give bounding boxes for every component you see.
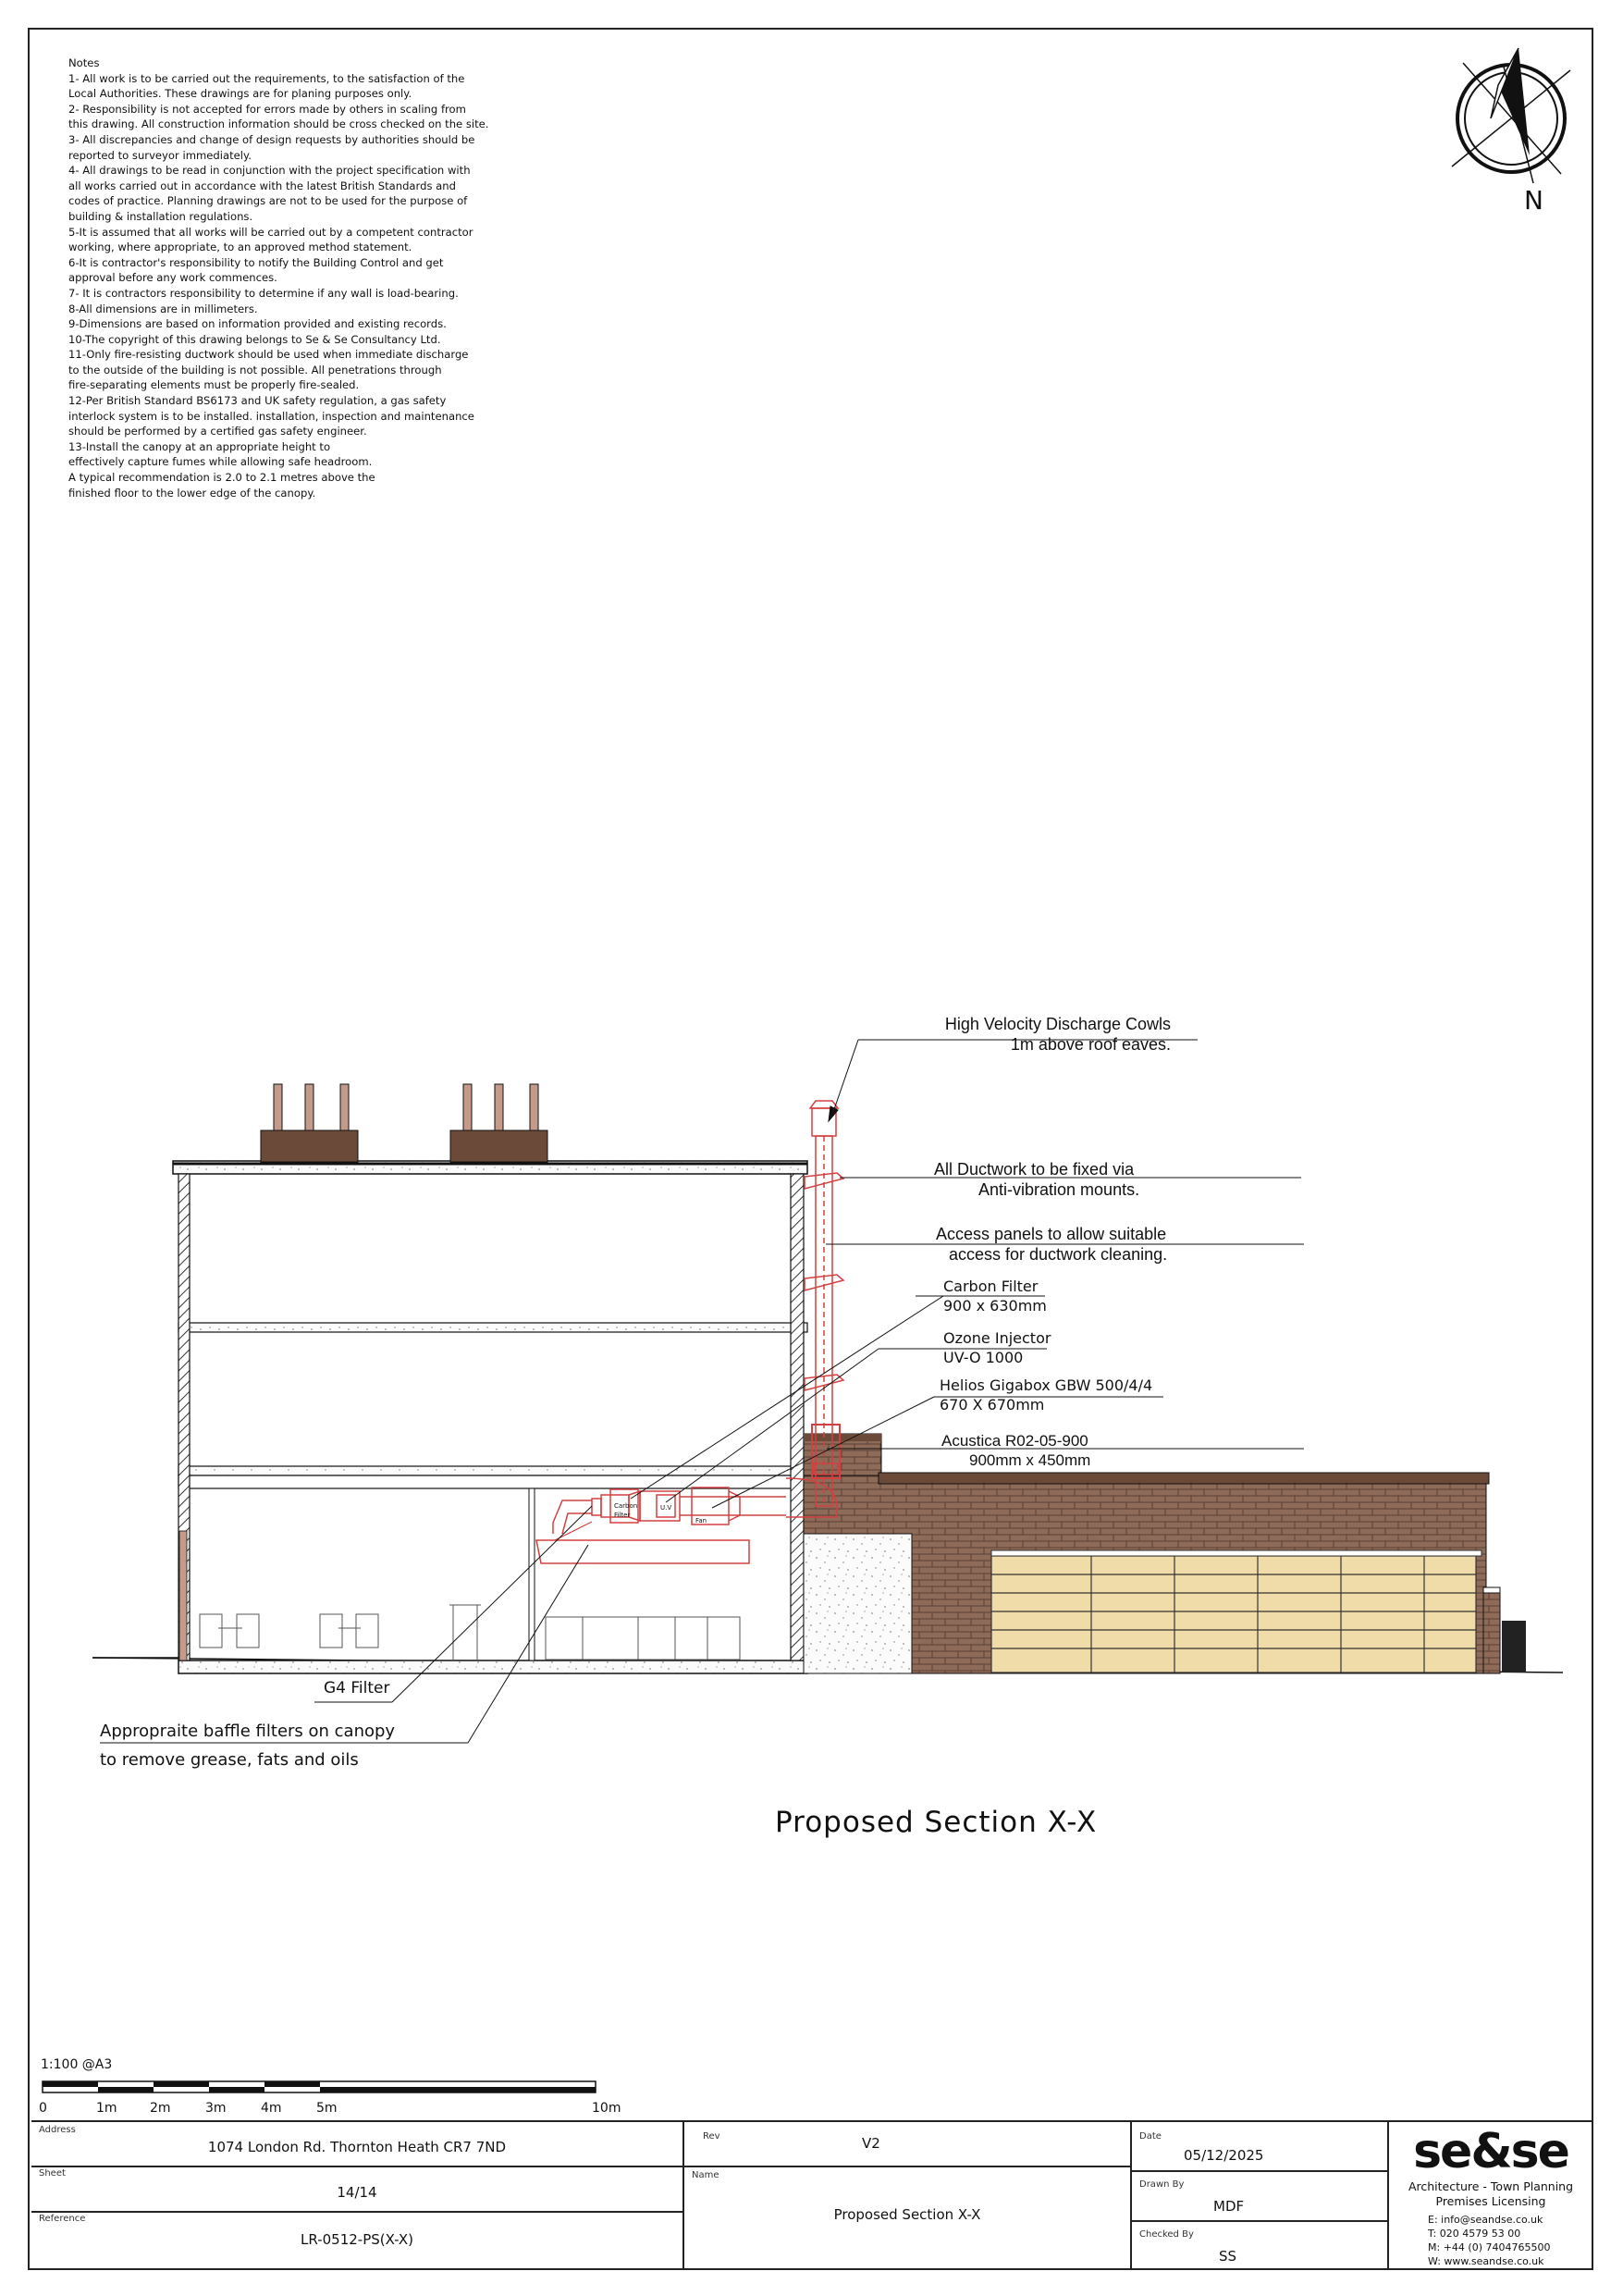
- reference-value: LR-0512-PS(X-X): [301, 2231, 413, 2248]
- drawing-name-value: Proposed Section X-X: [833, 2206, 981, 2223]
- annotation-helios-line1: Helios Gigabox GBW 500/4/4: [940, 1376, 1153, 1394]
- note-line: effectively capture fumes while allowing safe headroom.: [68, 455, 373, 469]
- sheet-label: Sheet: [39, 2168, 66, 2179]
- company-email: E: info@seandse.co.uk: [1428, 2214, 1543, 2226]
- annotation-carbon: [943, 1277, 1047, 1315]
- drawing-name-cell: [684, 2167, 1130, 2270]
- drawn-by-label: Drawn By: [1139, 2179, 1185, 2190]
- note-line: working, where appropriate, to an approved method statement.: [68, 241, 412, 254]
- note-line: codes of practice. Planning drawings are not to be used for the purpose of: [68, 194, 468, 208]
- note-line: this drawing. All construction information should be cross checked on the site.: [68, 117, 489, 131]
- unit-uv-label: U.V: [660, 1504, 672, 1512]
- scale-tick-1m: 1m: [96, 2101, 117, 2116]
- company-web: W: www.seandse.co.uk: [1428, 2255, 1544, 2267]
- note-line: 11-Only fire-resisting ductwork should be used when immediate discharge: [68, 348, 469, 362]
- scale-tick-4m: 4m: [261, 2101, 282, 2116]
- annotation-cowls: [906, 1014, 1171, 1055]
- note-line: finished floor to the lower edge of the canopy.: [68, 486, 316, 500]
- note-line: 9-Dimensions are based on information provided and existing records.: [68, 317, 447, 331]
- annotation-ozone-line2: UV-O 1000: [943, 1349, 1024, 1366]
- north-arrow-icon: [1452, 48, 1570, 183]
- company-mobile: M: +44 (0) 7404765500: [1428, 2241, 1551, 2253]
- annotation-cowls-line1: High Velocity Discharge Cowls: [944, 1015, 1171, 1033]
- annotation-access: [936, 1224, 1213, 1265]
- section-title: Proposed Section X-X: [775, 1806, 1098, 1839]
- checked-by-cell: [1132, 2222, 1387, 2270]
- date-cell: [1132, 2122, 1387, 2170]
- note-line: 3- All discrepancies and change of design requests by authorities should be: [68, 132, 475, 146]
- drawn-by-value: MDF: [1213, 2198, 1245, 2215]
- checked-by-label: Checked By: [1139, 2229, 1194, 2240]
- company-logo: se&se: [1413, 2124, 1568, 2179]
- scale-tick-10m: 10m: [592, 2101, 621, 2116]
- annotation-ozone: [943, 1328, 1051, 1367]
- address-cell: [31, 2122, 682, 2166]
- unit-fan-label: Fan: [695, 1517, 707, 1524]
- date-label: Date: [1139, 2131, 1162, 2142]
- rev-value: V2: [862, 2135, 880, 2152]
- note-line: interlock system is to be installed. installation, inspection and maintenance: [68, 409, 474, 423]
- annotation-helios: [940, 1376, 1152, 1414]
- reference-label: Reference: [39, 2214, 86, 2224]
- north-label: N: [1524, 185, 1543, 216]
- main-building: [173, 1084, 807, 1673]
- annotation-ozone-line1: Ozone Injector: [943, 1329, 1051, 1347]
- unit-filter-label: Filter: [614, 1512, 631, 1519]
- note-line: 1- All work is to be carried out the requirements, to the satisfaction of the: [68, 71, 465, 85]
- company-tagline-2: Premises Licensing: [1435, 2194, 1546, 2208]
- annotation-helios-line2: 670 X 670mm: [940, 1396, 1045, 1413]
- annotation-access-line1: Access panels to allow suitable: [936, 1225, 1167, 1243]
- address-value: 1074 London Rd. Thornton Heath CR7 7ND: [207, 2139, 507, 2155]
- note-line: 8-All dimensions are in millimeters.: [68, 302, 258, 315]
- rev-label: Rev: [703, 2131, 720, 2142]
- name-label: Name: [692, 2170, 719, 2180]
- scale-tick-2m: 2m: [150, 2101, 171, 2116]
- scale-tick-3m: 3m: [205, 2101, 227, 2116]
- note-line: all works carried out in accordance with the latest British Standards and: [68, 179, 456, 192]
- annotation-cowls-line2: 1m above roof eaves.: [1010, 1035, 1171, 1054]
- annotation-acustica-line1: Acustica R02-05-900: [941, 1432, 1088, 1450]
- note-line: building & installation regulations.: [68, 209, 253, 223]
- note-line: A typical recommendation is 2.0 to 2.1 metres above the: [68, 471, 375, 485]
- note-line: reported to surveyor immediately.: [68, 148, 252, 162]
- rev-cell: [684, 2122, 1130, 2166]
- note-line: 12-Per British Standard BS6173 and UK safety regulation, a gas safety: [68, 394, 447, 408]
- address-label: Address: [39, 2125, 76, 2135]
- date-value: 05/12/2025: [1184, 2147, 1264, 2164]
- note-line: 5-It is assumed that all works will be carried out by a competent contractor: [68, 225, 473, 239]
- annotation-g4-filter: G4 Filter: [324, 1679, 390, 1697]
- company-cell: [1389, 2122, 1592, 2270]
- annotation-ductwork-line2: Anti-vibration mounts.: [978, 1180, 1140, 1199]
- note-line: approval before any work commences.: [68, 271, 277, 285]
- note-line: 13-Install the canopy at an appropriate height to: [68, 439, 331, 453]
- checked-by-value: SS: [1219, 2248, 1237, 2265]
- company-tagline-1: Architecture - Town Planning: [1408, 2179, 1574, 2193]
- note-line: 7- It is contractors responsibility to determine if any wall is load-bearing.: [68, 286, 459, 300]
- scale-label: 1:100 @A3: [41, 2057, 113, 2072]
- scale-tick-5m: 5m: [316, 2101, 338, 2116]
- note-line: 10-The copyright of this drawing belongs to Se & Se Consultancy Ltd.: [68, 332, 441, 346]
- note-line: 4- All drawings to be read in conjunction with the project specification with: [68, 164, 471, 178]
- note-line: fire-separating elements must be properly fire-sealed.: [68, 378, 360, 392]
- annotation-baffle-line1: Appropraite baffle filters on canopy: [100, 1722, 396, 1741]
- drawn-by-cell: [1132, 2172, 1387, 2220]
- annotation-baffle-line2: to remove grease, fats and oils: [100, 1750, 359, 1770]
- annotation-access-line2: access for ductwork cleaning.: [949, 1245, 1168, 1264]
- unit-carbon-label: Carbon: [614, 1502, 638, 1510]
- reference-cell: [31, 2211, 682, 2270]
- note-line: to the outside of the building is not possible. All penetrations through: [68, 363, 442, 376]
- annotation-acustica: [941, 1431, 1090, 1470]
- note-line: should be performed by a certified gas safety engineer.: [68, 425, 367, 438]
- annotation-ductwork-line1: All Ductwork to be fixed via: [934, 1160, 1135, 1179]
- annotation-ductwork: [934, 1159, 1193, 1200]
- annotation-baffle: [100, 1717, 395, 1774]
- annotation-carbon-line2: 900 x 630mm: [943, 1297, 1047, 1315]
- note-line: 2- Responsibility is not accepted for errors made by others in scaling from: [68, 102, 466, 116]
- rear-extension: [804, 1434, 1526, 1673]
- note-line: Local Authorities. These drawings are for planing purposes only.: [68, 87, 412, 101]
- note-line: 6-It is contractor's responsibility to notify the Building Control and get: [68, 255, 444, 269]
- annotation-acustica-line2: 900mm x 450mm: [969, 1451, 1091, 1469]
- notes-heading: Notes: [68, 56, 100, 69]
- bin-icon: [1502, 1621, 1526, 1673]
- scale-tick-0: 0: [39, 2101, 47, 2116]
- sheet-value: 14/14: [337, 2184, 377, 2201]
- scale-bar: [43, 2081, 596, 2092]
- title-block: [31, 2120, 1592, 2270]
- annotation-carbon-line1: Carbon Filter: [943, 1278, 1039, 1295]
- company-phone: T: 020 4579 53 00: [1428, 2228, 1521, 2240]
- sheet-cell: [31, 2166, 682, 2211]
